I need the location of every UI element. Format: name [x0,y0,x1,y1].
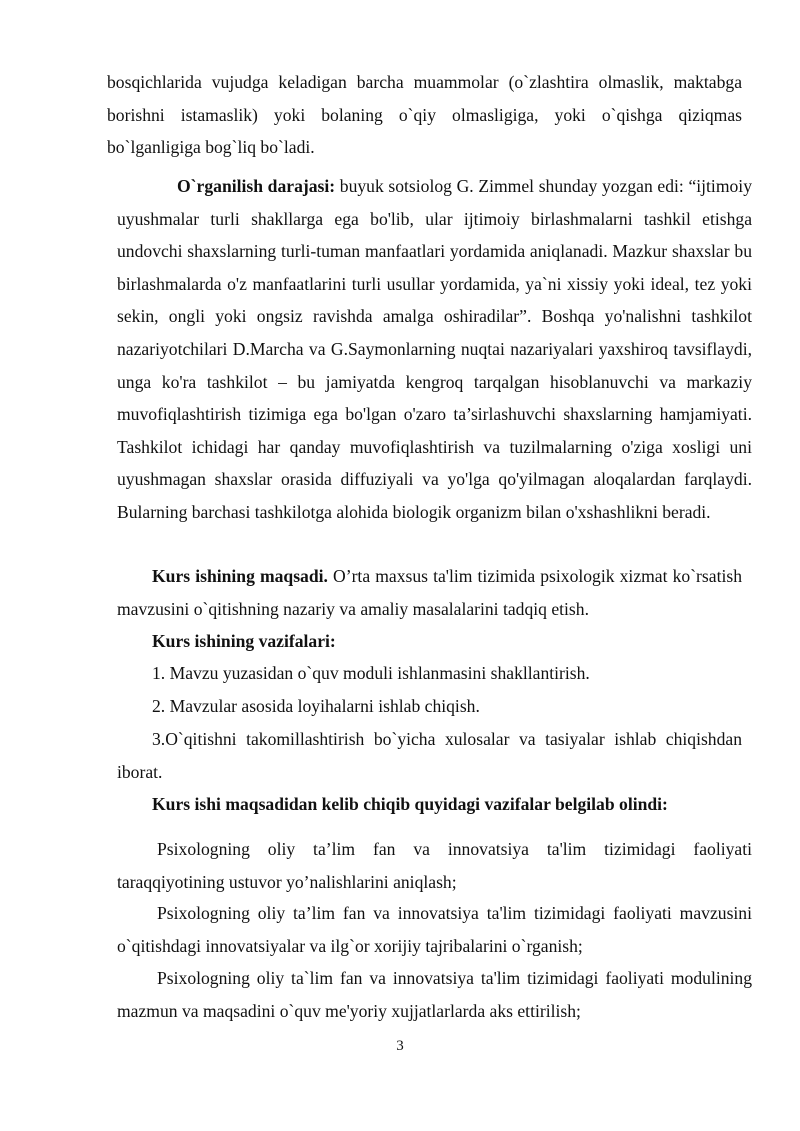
task2-item-2: Psixologning oliy ta’lim fan va innovatsiya ta'lim tizimidagi faoliyati mavzusini o`qitishdagi innovatsiyalar va ilg`or xorijiy tajribalarini o`rganish; [117,903,752,956]
tasks-heading-2: Kurs ishi maqsadidan kelib chiqib quyidagi vazifalar belgilab olindi: [152,794,668,814]
study-level-text: buyuk sotsiolog G. Zimmel shunday yozgan edi: “ijtimoiy uyushmalar turli shakllarga ega bo'lib, ular ijtimoiy birlashmalarni tashkil etishga undovchi shaxslarning turli-tuman manfaatlari yordamida aniqlanadi. Mazkur shaxslar bu birlashmalarda o'z manfaatlarini turli usullar yordamida, ya`ni xissiy yoki ideal, tez yoki sekin, ongli yoki ongsiz ravishda amalga oshiradilar”. Boshqa yo'nalishni tashkilot nazariyotchilari D.Marcha va G.Saymonlarning nuqtai nazariyalari yaxshiroq tavsiflaydi, unga ko'ra tashkilot – bu jamiyatda kengroq tarqalgan hisoblanuvchi va markaziy muvofiqlashtirish tizimiga ega bo'lgan o'zaro ta’sirlashuvchi shaxslarning hamjamiyati. Tashkilot ichidagi har qanday muvofiqlashtirish va tuzilmalarning o'ziga xosligi uni uyushmagan shaxslar orasida diffuziyali va yo'lga qo'yilmagan aloqalardan farqlaydi. Bularning barchasi tashkilotga alohida biologik organizm bilan o'xshashlikni beradi. [117,176,752,522]
task2-item-1: Psixologning oliy ta’lim fan va innovatsiya ta'lim tizimidagi faoliyati taraqqiyotining ustuvor yo’nalishlarini aniqlash; [117,839,752,892]
page-number: 3 [396,1038,404,1054]
task-item-1: 1. Mavzu yuzasidan o`quv moduli ishlanmasini shakllantirish. [152,663,590,683]
intro-paragraph: bosqichlarida vujudga keladigan barcha muammolar (o`zlashtira olmaslik, maktabga borishni istamaslik) yoki bolaning o`qiy olmasligiga, yoki o`qishga qiziqmas bo`lganligiga bog`liq bo`ladi. [107,72,742,158]
tasks-heading: Kurs ishining vazifalari: [152,631,336,651]
study-level-paragraph [117,170,752,529]
aim-heading: Kurs ishining maqsadi. [152,566,328,586]
task-item-3: 3.O`qitishni takomillashtirish bo`yicha xulosalar va tasiyalar ishlab chiqishdan iborat. [117,729,742,782]
aim-paragraph [117,560,742,625]
task2-item-3: Psixologning oliy ta`lim fan va innovatsiya ta'lim tizimidagi faoliyati modulining mazmun va maqsadini o`quv me'yoriy xujjatlarlarda aks ettirilish; [117,968,752,1021]
aim-text: O’rta maxsus ta'lim tizimida psixologik xizmat ko`rsatish mavzusini o`qitishning nazariy va amaliy masalalarini tadqiq etish. [117,566,742,619]
task-item-2: 2. Mavzular asosida loyihalarni ishlab chiqish. [152,696,480,716]
study-level-heading: O`rganilish darajasi: [177,176,336,196]
